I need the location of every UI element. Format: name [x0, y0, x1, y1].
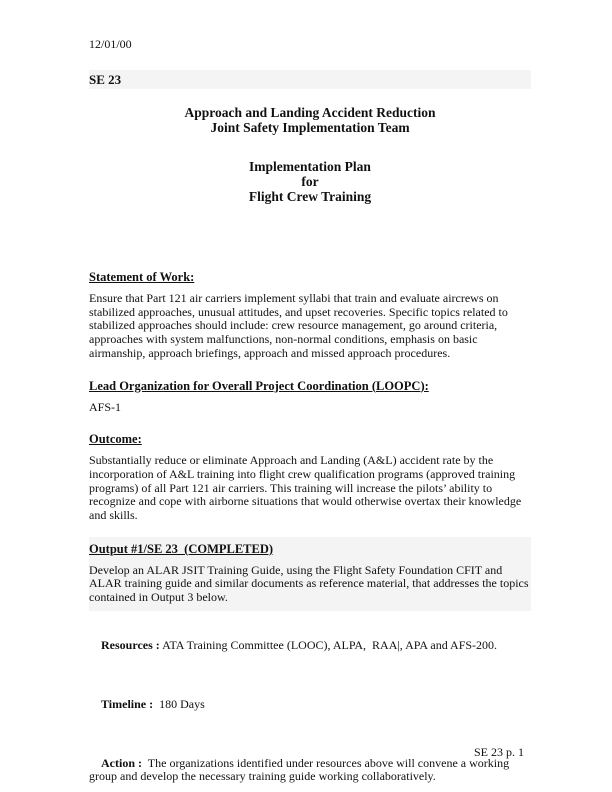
action-line — [89, 743, 531, 792]
subtitle-line-1: Implementation Plan — [249, 159, 371, 174]
page-footer: SE 23 p. 1 — [473, 745, 524, 759]
se-number-header — [89, 70, 531, 89]
loopc-heading: Lead Organization for Overall Project Coordination (LOOPC): — [89, 378, 429, 393]
timeline-line — [89, 684, 531, 725]
statement-of-work-body: Ensure that Part 121 air carriers implement syllabi that train and evaluate aircrews on stabilized approaches, unusual attitudes, and upset recoveries. Specific topics related to stabilized approaches should include: crew resource management, go around criteria, approaches with system malfunctions, non-normal conditions, emphasis on basic airmanship, approach briefings, approach and missed approach procedures. — [89, 291, 511, 360]
timeline-label: Timeline : — [101, 696, 154, 711]
outcome-heading: Outcome: — [89, 432, 142, 447]
action-label: Action : — [101, 755, 142, 770]
resources-label: Resources : — [101, 637, 160, 652]
title-line-2: Joint Safety Implementation Team — [210, 120, 410, 135]
statement-of-work-heading: Statement of Work: — [89, 270, 195, 284]
title-line-1: Approach and Landing Accident Reduction — [184, 105, 436, 120]
title-block — [89, 105, 531, 135]
subtitle-line-3: Flight Crew Training — [248, 189, 372, 204]
document-date: 12/01/00 — [89, 37, 132, 51]
se-number-label: SE 23 — [89, 71, 122, 87]
timeline-value: 180 Days — [153, 696, 205, 711]
output1-body: Develop an ALAR JSIT Training Guide, using the Flight Safety Foundation CFIT and ALAR training guide and similar documents as reference material, that addresses the topics contained in Output 3 below. — [89, 562, 532, 605]
resources-line — [89, 625, 531, 666]
loopc-body: AFS-1 — [89, 399, 122, 414]
output1-heading: Output #1/SE 23 (COMPLETED) — [89, 541, 274, 556]
outcome-body: Substantially reduce or eliminate Approach and Landing (A&L) accident rate by the incorporation of A&L training into flight crew qualification programs (approved training programs) of all Part 121 air carriers. This training will increase the pilots’ ability to recognize and cope with airborne situations that would otherwise overtax their knowledge and skills. — [89, 453, 525, 523]
subtitle-block — [89, 159, 531, 204]
output1-highlight-block — [89, 537, 531, 611]
resources-value: ATA Training Committee (LOOC), ALPA, RAA|, APA and AFS-200. — [159, 637, 498, 652]
action-value: The organizations identified under resources above will convene a working group and develop the necessary training guide working collaboratively. — [89, 755, 513, 784]
subtitle-line-2: for — [301, 174, 319, 189]
